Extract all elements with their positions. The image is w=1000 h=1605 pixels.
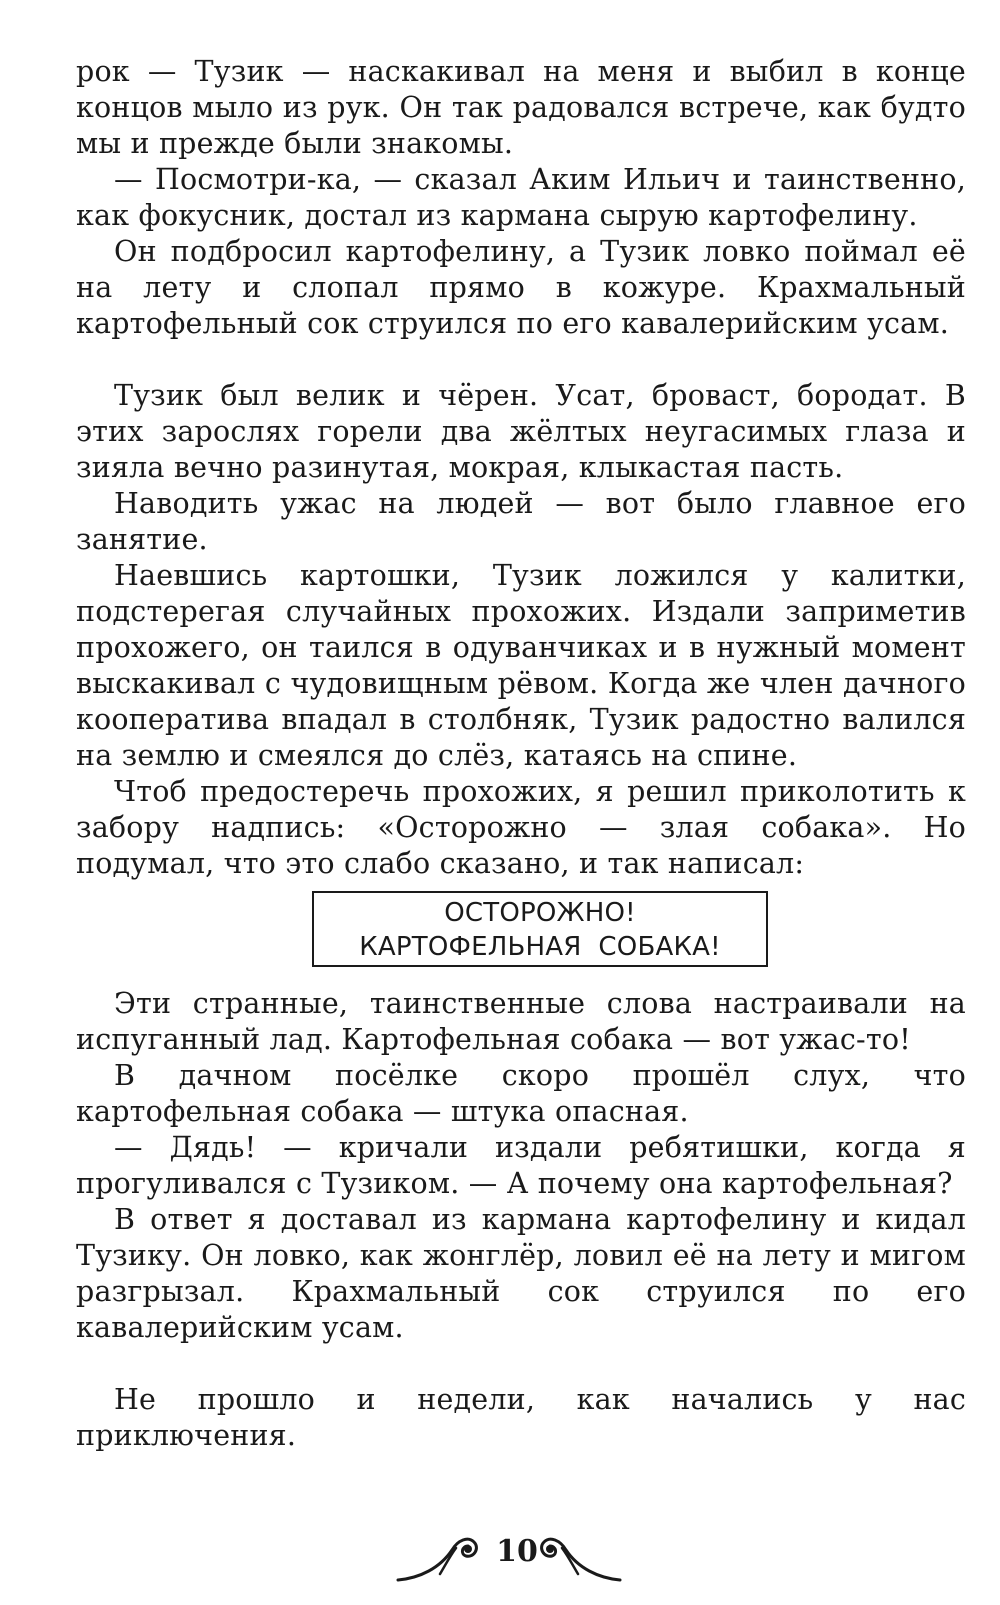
paragraph-6: Наевшись картошки, Тузик ложился у калитки, подстерегая случайных прохожих. Издали заприметив прохожего, он таился в одуванчиках и в нужный момент выскакивал с чудовищным рёвом. Когда же член дачного кооператива впадал в столбняк, Тузик радостно валился на землю и смеялся до слёз, катаясь на спине. bbox=[76, 559, 966, 772]
paragraph-1: рок — Тузик — наскакивал на меня и выбил в конце концов мыло из рук. Он так радовался встрече, как будто мы и прежде были знакомы. bbox=[76, 55, 966, 160]
section-break bbox=[76, 342, 966, 378]
paragraph-5: Наводить ужас на людей — вот было главное его занятие. bbox=[76, 487, 966, 556]
sign-container bbox=[76, 882, 966, 986]
paragraph-7: Чтоб предостеречь прохожих, я решил приколотить к забору надпись: «Осторожно — злая собака». Но подумал, что это слабо сказано, и так написал: bbox=[76, 775, 966, 880]
section-break-2 bbox=[76, 1346, 966, 1382]
page-number: 10 bbox=[496, 1534, 538, 1569]
sign-line-1: ОСТОРОЖНО! bbox=[444, 898, 636, 928]
book-page bbox=[76, 54, 966, 1454]
warning-sign bbox=[312, 891, 768, 967]
sign-line-2: КАРТОФЕЛЬНАЯ СОБАКА! bbox=[359, 932, 721, 962]
paragraph-10: — Дядь! — кричали издали ребятишки, когда я прогуливался с Тузиком. — А почему она картофельная? bbox=[76, 1131, 966, 1200]
paragraph-9: В дачном посёлке скоро прошёл слух, что картофельная собака — штука опасная. bbox=[76, 1059, 966, 1128]
paragraph-3: Он подбросил картофелину, а Тузик ловко поймал её на лету и слопал прямо в кожуре. Крахмальный картофельный сок струился по его кавалерийским усам. bbox=[76, 235, 966, 340]
paragraph-2: — Посмотри-ка, — сказал Аким Ильич и таинственно, как фокусник, достал из кармана сырую картофелину. bbox=[76, 163, 966, 232]
paragraph-8: Эти странные, таинственные слова настраивали на испуганный лад. Картофельная собака — вот ужас-то! bbox=[76, 987, 966, 1056]
paragraph-11: В ответ я доставал из кармана картофелину и кидал Тузику. Он ловко, как жонглёр, ловил её на лету и мигом разгрызал. Крахмальный сок струился по его кавалерийским усам. bbox=[76, 1203, 966, 1344]
paragraph-12: Не прошло и недели, как начались у нас приключения. bbox=[76, 1383, 966, 1452]
paragraph-4: Тузик был велик и чёрен. Усат, броваст, бородат. В этих зарослях горели два жёлтых неугасимых глаза и зияла вечно разинутая, мокрая, клыкастая пасть. bbox=[76, 379, 966, 484]
page-footer bbox=[0, 1528, 1000, 1588]
